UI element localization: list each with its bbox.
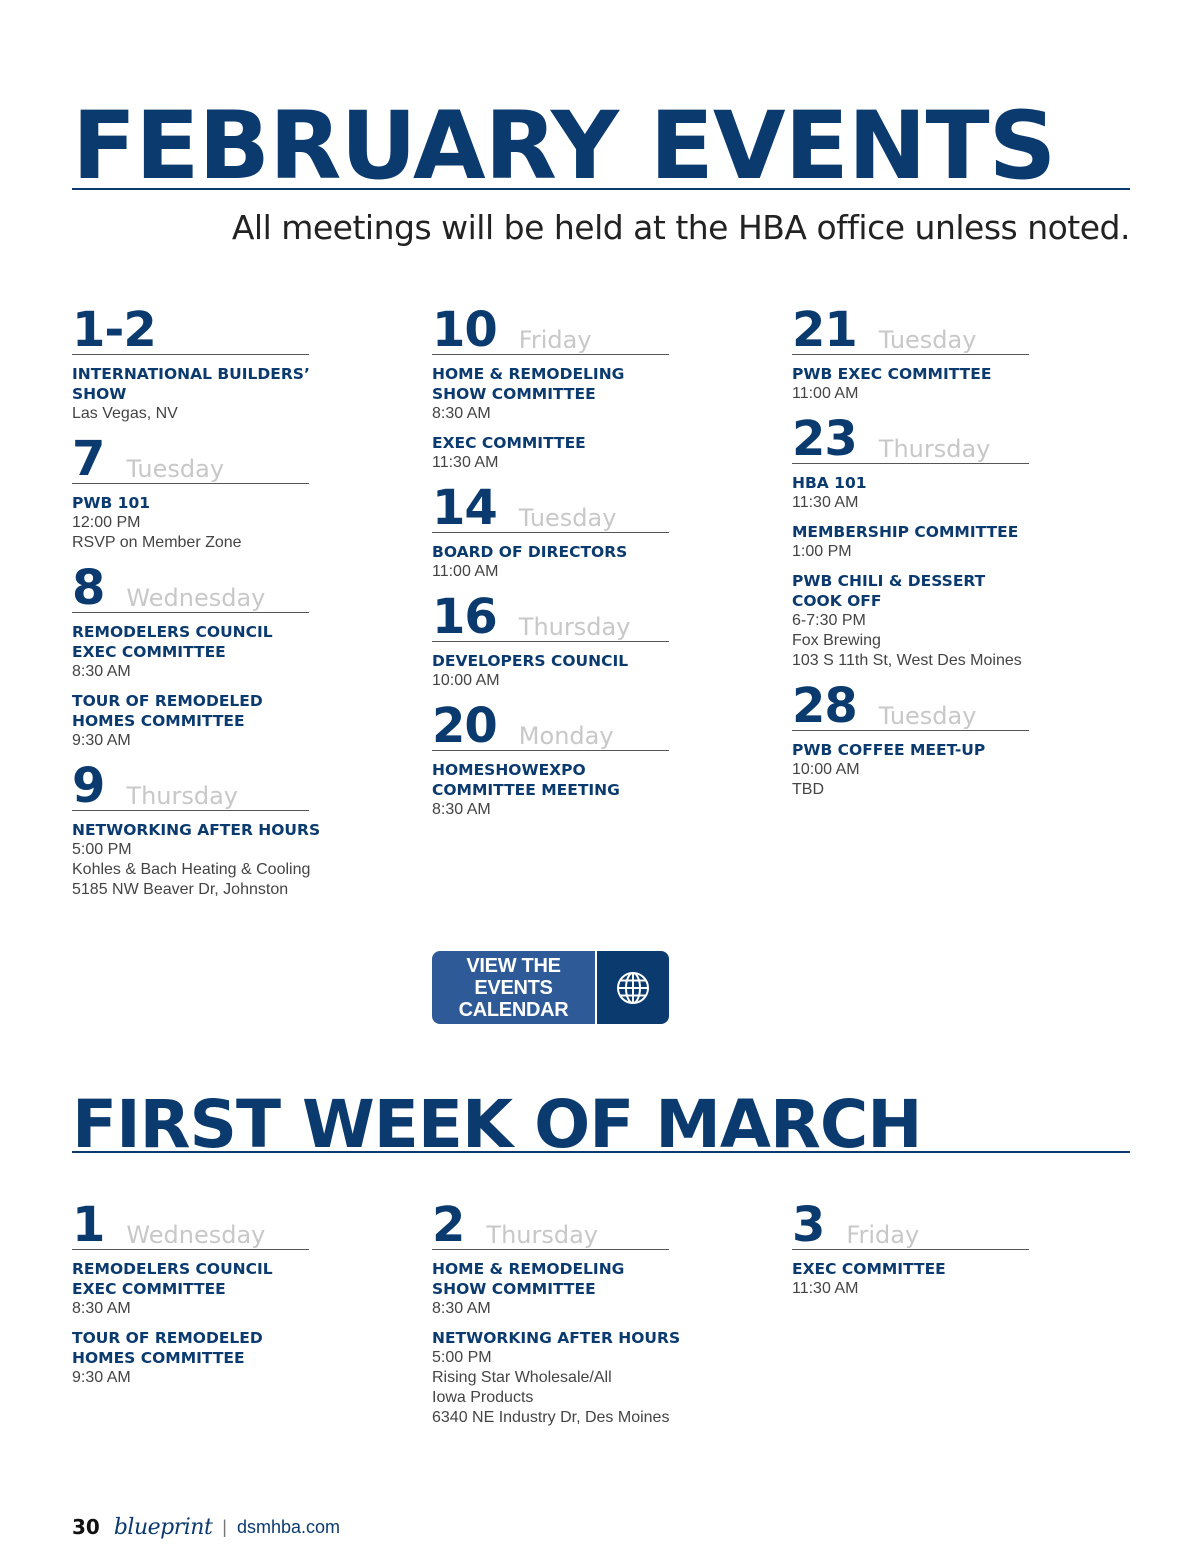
event-detail: Rising Star Wholesale/All [432,1369,612,1386]
march-column-1 [72,1197,372,1398]
footer-website-link[interactable]: dsmhba.com [236,1516,341,1537]
event-detail: Iowa Products [432,1389,534,1406]
date-number: 20 [432,698,497,754]
date-block [432,480,732,582]
event-detail: Fox Brewing [792,632,881,649]
event-title: PWB 101 [72,494,151,512]
event-title: NETWORKING AFTER HOURS [72,821,321,839]
february-column-3 [792,302,1092,810]
date-header [792,1197,1029,1253]
event-title: EXEC COMMITTEE [792,1260,946,1278]
date-number: 23 [792,411,857,467]
blueprint-logo: blueprint [113,1514,213,1540]
event-item [792,571,1092,671]
event-detail: 11:30 AM [792,494,859,511]
event-detail: 11:30 AM [432,454,499,471]
event-title: HOME & REMODELING SHOW COMMITTEE [432,1260,625,1298]
february-column-2 [432,302,732,830]
event-item [432,1259,732,1319]
date-number: 8 [72,560,105,616]
event-title: INTERNATIONAL BUILDERS’ SHOW [72,365,310,403]
event-item [72,1328,372,1388]
event-title: PWB EXEC COMMITTEE [792,365,992,383]
date-block [72,560,372,751]
event-detail: 11:30 AM [792,1280,859,1297]
event-detail: 1:00 PM [792,543,852,560]
date-header [432,480,669,536]
event-detail: 8:30 AM [432,405,491,422]
event-title: PWB CHILI & DESSERT COOK OFF [792,572,986,610]
date-header [432,589,669,645]
weekday-label: Friday [846,1221,920,1249]
event-item [72,364,372,424]
february-column-1 [72,302,372,910]
date-header [432,302,669,358]
march-column-3 [792,1197,1092,1309]
event-item [72,1259,372,1319]
event-detail: 103 S 11th St, West Des Moines [792,652,1022,669]
march-title: FIRST WEEK OF MARCH [72,1092,1130,1153]
february-title: FEBRUARY EVENTS [72,100,1130,190]
date-block [432,302,732,473]
event-item [72,820,372,900]
event-title: NETWORKING AFTER HOURS [432,1329,681,1347]
date-header [432,698,669,754]
date-block [792,302,1092,404]
event-title: REMODELERS COUNCIL EXEC COMMITTEE [72,623,273,661]
date-number: 21 [792,302,857,358]
date-block [72,758,372,900]
view-events-calendar-label: VIEW THE EVENTS CALENDAR [432,951,595,1024]
event-item [432,760,732,820]
date-number: 7 [72,431,105,487]
event-detail: 8:30 AM [432,1300,491,1317]
event-detail: TBD [792,781,824,798]
weekday-label: Friday [518,326,592,354]
weekday-label: Tuesday [126,455,225,483]
date-header [72,758,309,814]
event-item [72,493,372,553]
weekday-label: Tuesday [878,702,977,730]
event-detail: 11:00 AM [432,563,499,580]
event-detail: 8:30 AM [432,801,491,818]
weekday-label: Thursday [518,613,631,641]
event-detail: 6-7:30 PM [792,612,866,629]
date-block [432,698,732,820]
weekday-label: Tuesday [518,504,617,532]
date-header [72,1197,309,1253]
date-header [792,302,1029,358]
date-block [792,678,1092,800]
event-detail: Kohles & Bach Heating & Cooling [72,861,311,878]
view-events-calendar-button[interactable] [432,951,669,1024]
event-item [432,364,732,424]
weekday-label: Thursday [486,1221,599,1249]
event-item [792,473,1092,513]
date-header [432,1197,669,1253]
event-detail: 5:00 PM [72,841,132,858]
event-title: DEVELOPERS COUNCIL [432,652,629,670]
event-detail: 12:00 PM [72,514,141,531]
event-item [792,364,1092,404]
date-number: 14 [432,480,497,536]
event-item [432,651,732,691]
event-item [432,433,732,473]
event-detail: 11:00 AM [792,385,859,402]
weekday-label: Thursday [126,782,239,810]
event-detail: 8:30 AM [72,663,131,680]
date-number: 16 [432,589,497,645]
event-title: MEMBERSHIP COMMITTEE [792,523,1019,541]
event-detail: 9:30 AM [72,1369,131,1386]
date-number: 10 [432,302,497,358]
event-title: TOUR OF REMODELED HOMES COMMITTEE [72,1329,263,1367]
date-number: 3 [792,1197,825,1253]
event-title: EXEC COMMITTEE [432,434,586,452]
event-title: HOME & REMODELING SHOW COMMITTEE [432,365,625,403]
event-item [792,1259,1092,1299]
date-header [72,302,309,358]
weekday-label: Wednesday [126,1221,266,1249]
page-subtitle: All meetings will be held at the HBA office unless noted. [231,208,1130,247]
event-detail: 5185 NW Beaver Dr, Johnston [72,881,289,898]
date-block [72,431,372,553]
date-number: 2 [432,1197,465,1253]
page-footer [72,1512,340,1542]
event-item [792,522,1092,562]
date-block [792,1197,1092,1299]
date-number: 28 [792,678,857,734]
event-item [792,740,1092,800]
event-detail: 8:30 AM [72,1300,131,1317]
globe-icon [595,951,669,1024]
date-number: 1-2 [72,302,156,358]
march-column-2 [432,1197,732,1438]
date-header [792,411,1029,467]
event-item [432,1328,732,1428]
event-title: HOMESHOWEXPO COMMITTEE MEETING [432,761,620,799]
event-detail: RSVP on Member Zone [72,534,242,551]
event-title: HBA 101 [792,474,867,492]
date-block [432,1197,732,1428]
date-header [72,431,309,487]
date-header [72,560,309,616]
date-number: 9 [72,758,105,814]
event-detail: 10:00 AM [432,672,500,689]
date-block [792,411,1092,671]
event-title: BOARD OF DIRECTORS [432,543,628,561]
date-block [72,302,372,424]
event-item [72,691,372,751]
event-title: REMODELERS COUNCIL EXEC COMMITTEE [72,1260,273,1298]
page-number: 30 [72,1515,100,1539]
weekday-label: Thursday [878,435,991,463]
date-block [432,589,732,691]
event-detail: 6340 NE Industry Dr, Des Moines [432,1409,670,1426]
event-title: PWB COFFEE MEET-UP [792,741,986,759]
event-detail: 9:30 AM [72,732,131,749]
event-detail: Las Vegas, NV [72,405,178,422]
weekday-label: Tuesday [878,326,977,354]
weekday-label: Wednesday [126,584,266,612]
event-title: TOUR OF REMODELED HOMES COMMITTEE [72,692,263,730]
date-header [792,678,1029,734]
event-item [72,622,372,682]
footer-separator: | [222,1516,227,1537]
date-block [72,1197,372,1388]
event-item [432,542,732,582]
date-number: 1 [72,1197,105,1253]
weekday-label: Monday [518,722,614,750]
event-detail: 5:00 PM [432,1349,492,1366]
event-detail: 10:00 AM [792,761,860,778]
